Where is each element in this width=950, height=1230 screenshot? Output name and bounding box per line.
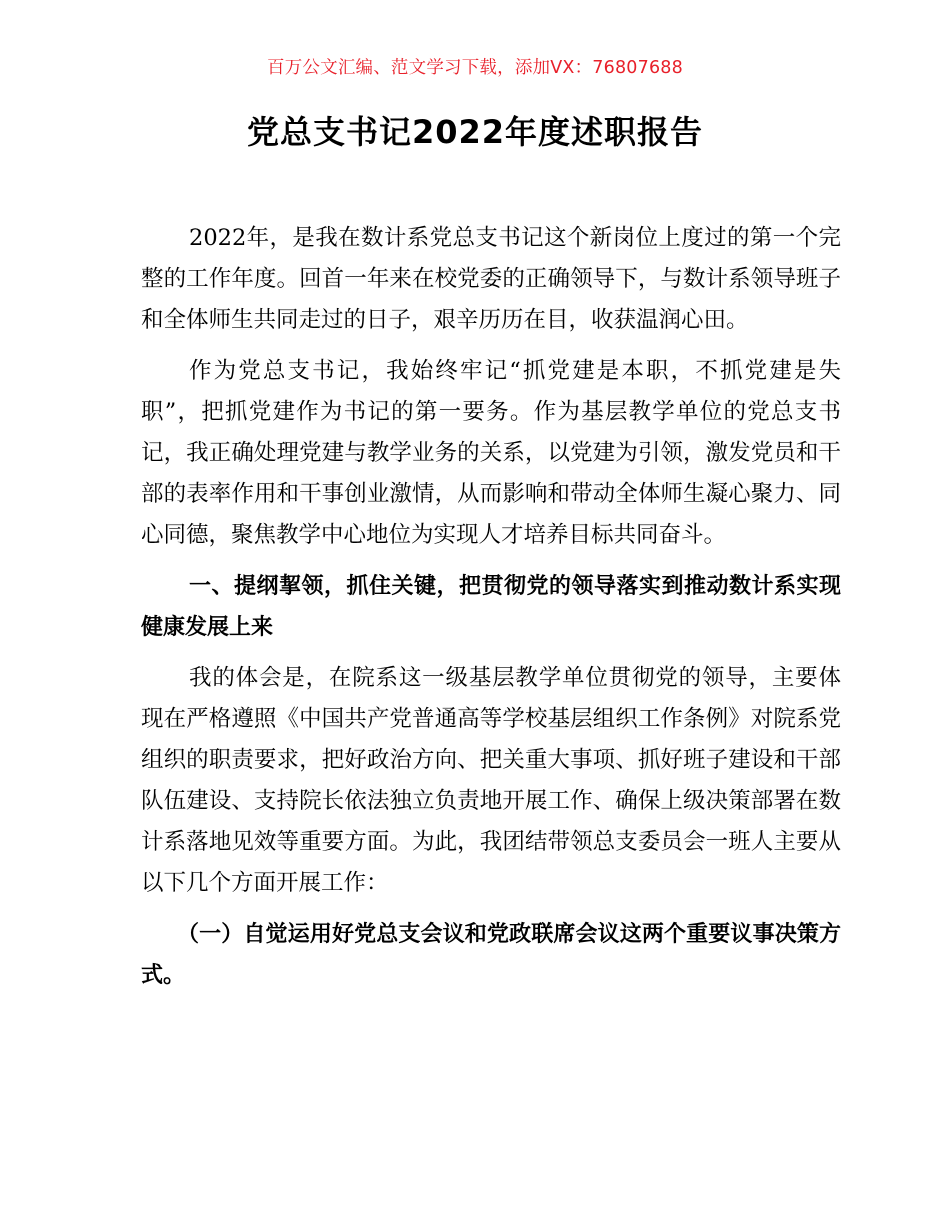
section-heading-1: 一、提纲挈领，抓住关键，把贯彻党的领导落实到推动数计系实现健康发展上来 xyxy=(141,574,841,640)
header-watermark: 百万公文汇编、范文学习下载，添加VX：76807688 xyxy=(267,58,683,78)
subsection-heading-1: （一）自觉运用好党总支会议和党政联席会议这两个重要议事决策方式。 xyxy=(141,922,841,988)
paragraph-party-building: 作为党总支书记，我始终牢记“抓党建是本职，不抓党建是失职”，把抓党建作为书记的第一要务。作为基层教学单位的党总支书记，我正确处理党建与教学业务的关系，以党建为引领，激发党员和干部的表率作用和干事创业激情，从而影响和带动全体师生凝心聚力、同心同德，聚焦教学中心地位为实现人才培养目标共同奋斗。 xyxy=(141,358,841,548)
paragraph-experience: 我的体会是，在院系这一级基层教学单位贯彻党的领导，主要体现在严格遵照《中国共产党普通高等学校基层组织工作条例》对院系党组织的职责要求，把好政治方向、把关重大事项、抓好班子建设和干部队伍建设、支持院长依法独立负责地开展工作、确保上级决策部署在数计系落地见效等重要方面。为此，我团结带领总支委员会一班人主要从以下几个方面开展工作： xyxy=(141,665,841,896)
paragraph-intro: 2022年，是我在数计系党总支书记这个新岗位上度过的第一个完整的工作年度。回首一年来在校党委的正确领导下，与数计系领导班子和全体师生共同走过的日子，艰辛历历在目，收获温润心田。 xyxy=(141,225,841,333)
document-body xyxy=(141,218,841,996)
document-title: 党总支书记2022年度述职报告 xyxy=(246,113,704,151)
